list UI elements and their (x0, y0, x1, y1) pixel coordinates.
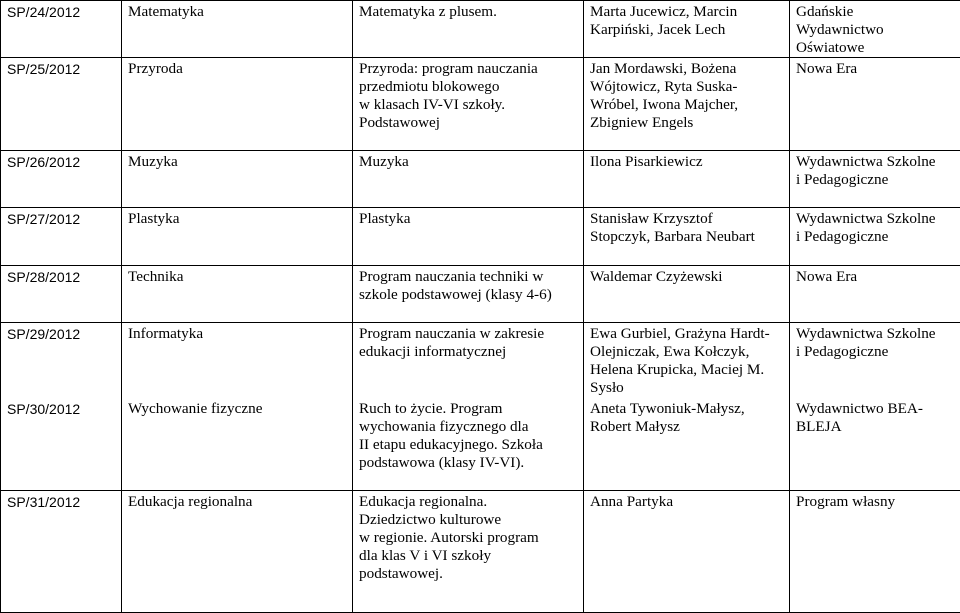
cell-authors (584, 266, 790, 323)
cell-subject (122, 208, 353, 266)
cell-subject-text: Wychowanie fizyczne (128, 400, 348, 418)
cell-authors-line: Olejniczak, Ewa Kołczyk, (590, 343, 785, 361)
cell-registry-number (1, 491, 122, 613)
table-row (1, 58, 960, 151)
cell-authors-line: Stopczyk, Barbara Neubart (590, 228, 785, 246)
cell-registry-number-text: SP/26/2012 (7, 153, 117, 171)
cell-publisher (790, 58, 960, 151)
cell-program-title-line: Ruch to życie. Program (359, 400, 579, 418)
cell-subject-text: Matematyka (128, 3, 348, 21)
cell-authors-line: Karpiński, Jacek Lech (590, 21, 785, 39)
cell-registry-number-text: SP/24/2012 (7, 3, 117, 21)
cell-program-title-line: Program nauczania techniki w (359, 268, 579, 286)
cell-program-title (353, 151, 584, 208)
cell-authors-line: Marta Jucewicz, Marcin (590, 3, 785, 21)
cell-program-title-line: Podstawowej (359, 114, 579, 132)
cell-authors (584, 58, 790, 151)
cell-publisher-line: Wydawnictwa Szkolne (796, 325, 956, 343)
cell-authors-line: Stanisław Krzysztof (590, 210, 785, 228)
cell-publisher (790, 491, 960, 613)
cell-authors (584, 1, 790, 58)
cell-subject (122, 491, 353, 613)
cell-subject (122, 58, 353, 151)
cell-registry-number (1, 208, 122, 266)
cell-authors (584, 323, 790, 398)
table-row (1, 398, 960, 491)
cell-publisher (790, 398, 960, 491)
cell-subject (122, 151, 353, 208)
cell-authors-line: Aneta Tywoniuk-Małysz, (590, 400, 785, 418)
cell-publisher-line: i Pedagogiczne (796, 228, 956, 246)
cell-registry-number-text: SP/31/2012 (7, 493, 117, 511)
cell-subject-text: Plastyka (128, 210, 348, 228)
cell-program-title (353, 398, 584, 491)
cell-publisher-line: Wydawnictwo (796, 21, 956, 39)
cell-publisher-line: Nowa Era (796, 268, 956, 286)
cell-publisher-line: Gdańskie (796, 3, 956, 21)
cell-publisher-line: Wydawnictwa Szkolne (796, 210, 956, 228)
cell-authors-line: Helena Krupicka, Maciej M. (590, 361, 785, 379)
cell-authors (584, 151, 790, 208)
cell-registry-number (1, 266, 122, 323)
cell-authors-line: Wójtowicz, Ryta Suska- (590, 78, 785, 96)
table-row (1, 208, 960, 266)
cell-registry-number (1, 151, 122, 208)
cell-program-title-line: przedmiotu blokowego (359, 78, 579, 96)
cell-program-title-line: szkole podstawowej (klasy 4-6) (359, 286, 579, 304)
cell-program-title-line: dla klas V i VI szkoły (359, 547, 579, 565)
cell-program-title-line: Edukacja regionalna. (359, 493, 579, 511)
cell-program-title-line: Matematyka z plusem. (359, 3, 579, 21)
cell-publisher-line: Nowa Era (796, 60, 956, 78)
cell-authors (584, 491, 790, 613)
cell-authors-line: Zbigniew Engels (590, 114, 785, 132)
cell-subject-text: Informatyka (128, 325, 348, 343)
cell-authors (584, 398, 790, 491)
cell-program-title-line: podstawowej. (359, 565, 579, 583)
cell-publisher-line: Oświatowe (796, 39, 956, 57)
cell-publisher-line: i Pedagogiczne (796, 343, 956, 361)
table-row (1, 266, 960, 323)
cell-program-title-line: II etapu edukacyjnego. Szkoła (359, 436, 579, 454)
cell-authors (584, 208, 790, 266)
cell-program-title-line: wychowania fizycznego dla (359, 418, 579, 436)
cell-program-title-line: Plastyka (359, 210, 579, 228)
cell-subject (122, 398, 353, 491)
cell-authors-line: Anna Partyka (590, 493, 785, 511)
cell-authors-line: Ewa Gurbiel, Grażyna Hardt- (590, 325, 785, 343)
cell-registry-number-text: SP/25/2012 (7, 60, 117, 78)
cell-subject-text: Edukacja regionalna (128, 493, 348, 511)
table-row (1, 323, 960, 398)
cell-publisher-line: Wydawnictwa Szkolne (796, 153, 956, 171)
cell-program-title (353, 1, 584, 58)
cell-publisher (790, 1, 960, 58)
cell-authors-line: Wróbel, Iwona Majcher, (590, 96, 785, 114)
table-row (1, 151, 960, 208)
cell-program-title-line: w klasach IV-VI szkoły. (359, 96, 579, 114)
cell-authors-line: Waldemar Czyżewski (590, 268, 785, 286)
cell-registry-number (1, 58, 122, 151)
cell-program-title (353, 323, 584, 398)
cell-program-title-line: edukacji informatycznej (359, 343, 579, 361)
cell-program-title-line: Program nauczania w zakresie (359, 325, 579, 343)
cell-registry-number (1, 1, 122, 58)
cell-program-title (353, 491, 584, 613)
cell-authors-line: Ilona Pisarkiewicz (590, 153, 785, 171)
cell-program-title-line: Przyroda: program nauczania (359, 60, 579, 78)
cell-authors-line: Sysło (590, 379, 785, 397)
cell-subject-text: Muzyka (128, 153, 348, 171)
cell-publisher-line: i Pedagogiczne (796, 171, 956, 189)
table-row (1, 1, 960, 58)
cell-subject (122, 1, 353, 58)
cell-program-title-line: Muzyka (359, 153, 579, 171)
cell-authors-line: Jan Mordawski, Bożena (590, 60, 785, 78)
cell-program-title (353, 208, 584, 266)
cell-publisher (790, 208, 960, 266)
cell-publisher (790, 266, 960, 323)
cell-registry-number-text: SP/27/2012 (7, 210, 117, 228)
cell-subject-text: Technika (128, 268, 348, 286)
cell-publisher (790, 323, 960, 398)
cell-program-title-line: w regionie. Autorski program (359, 529, 579, 547)
cell-subject (122, 323, 353, 398)
cell-subject (122, 266, 353, 323)
cell-authors-line: Robert Małysz (590, 418, 785, 436)
cell-registry-number (1, 398, 122, 491)
cell-subject-text: Przyroda (128, 60, 348, 78)
cell-program-title-line: podstawowa (klasy IV-VI). (359, 454, 579, 472)
cell-registry-number (1, 323, 122, 398)
cell-publisher (790, 151, 960, 208)
cell-registry-number-text: SP/29/2012 (7, 325, 117, 343)
cell-program-title (353, 58, 584, 151)
cell-registry-number-text: SP/28/2012 (7, 268, 117, 286)
cell-publisher-line: Program własny (796, 493, 956, 511)
table-row (1, 491, 960, 613)
cell-registry-number-text: SP/30/2012 (7, 400, 117, 418)
cell-publisher-line: BLEJA (796, 418, 956, 436)
cell-program-title (353, 266, 584, 323)
cell-program-title-line: Dziedzictwo kulturowe (359, 511, 579, 529)
cell-publisher-line: Wydawnictwo BEA- (796, 400, 956, 418)
